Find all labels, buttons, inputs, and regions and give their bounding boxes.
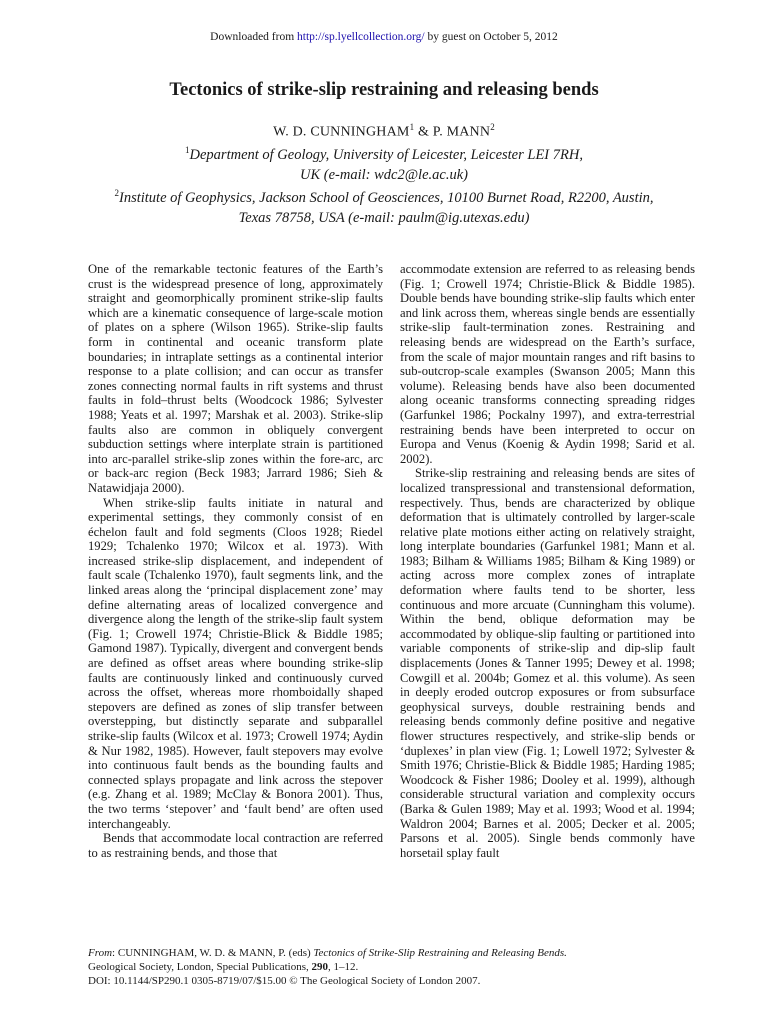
author-list <box>0 122 768 141</box>
paragraph: Bends that accommodate local contraction are referred to as restraining bends, and those that <box>88 831 383 860</box>
affiliation-1-line2: UK (e-mail: wdc2@le.ac.uk) <box>300 166 468 183</box>
affiliation-1-mark: 1 <box>185 145 190 155</box>
download-prefix: Downloaded from <box>210 31 298 43</box>
affiliation-1-line1: Department of Geology, University of Leicester, Leicester LEI 7RH, <box>189 146 583 163</box>
doi-line: DOI: 10.1144/SP290.1 0305-8719/07/$15.00 © The Geological Society of London 2007. <box>88 975 481 987</box>
author-1: W. D. CUNNINGHAM <box>273 124 410 140</box>
affiliation-1 <box>0 140 768 185</box>
download-notice <box>0 31 768 43</box>
book-title: Tectonics of Strike-Slip Restraining and Releasing Bends. <box>313 947 567 959</box>
citation-footer <box>88 946 708 988</box>
body-column-left <box>88 262 383 860</box>
author-separator: & <box>414 124 433 140</box>
volume-number: 290 <box>311 961 329 973</box>
affiliation-2-mark: 2 <box>114 188 119 198</box>
paragraph: One of the remarkable tectonic features of the Earth’s crust is the widespread presence of long, approximately straight and geomorphically prominent strike-slip faults which are a kinematic consequence of large-scale motion of plates on a sphere (Wilson 1965). Strike-slip faults form in continental and oceanic transform plate boundaries; in intraplate settings as a continental interior response to a plate collision; and can occur as transfer zones connecting normal faults in rift systems and thrust faults in fold–thrust belts (Woodcock 1986; Sylvester 1988; Yeats et al. 1997; Marshak et al. 2003). Strike-slip faults also are common in obliquely convergent subduction settings where interplate strain is partitioned into arc-parallel strike-slip zones within the fore-arc, arc or back-arc region (Beck 1983; Jarrard 1986; Sieh & Natawidjaja 2000). <box>88 262 383 495</box>
from-editors: : CUNNINGHAM, W. D. & MANN, P. (eds) <box>112 947 314 959</box>
author-2-affil-mark: 2 <box>490 122 495 132</box>
download-link[interactable]: http://sp.lyellcollection.org/ <box>297 31 425 43</box>
paragraph: accommodate extension are referred to as releasing bends (Fig. 1; Crowell 1974; Christie-Blick & Biddle 1985). Double bends have bounding strike-slip faults which enter and link across them, whereas single bends are essentially strike-slip fault-termination zones. Restraining and releasing bends are widespread on the Earth’s surface, from the scale of major mountain ranges and rift basins to sub-outcrop-scale examples (Swanson 2005; Mann this volume). Releasing bends have also been documented along oceanic transforms connecting spreading ridges (Garfunkel 1986; Pockalny 1997), and extra-terrestrial restraining bends have been interpreted to occur on Europa and Venus (Koenig & Aydin 1998; Sarid et al. 2002). <box>400 262 695 466</box>
footer-line-1 <box>88 946 708 960</box>
from-label: From <box>88 947 113 959</box>
body-column-right <box>400 262 695 860</box>
affiliation-2-line2: Texas 78758, USA (e-mail: paulm@ig.utexas.edu) <box>238 209 530 226</box>
author-1-affil-mark: 1 <box>409 122 415 132</box>
page-range: , 1–12. <box>328 961 359 973</box>
author-2: P. MANN <box>432 124 491 140</box>
series-name: Geological Society, London, Special Publications, <box>88 961 312 973</box>
affiliation-2 <box>0 183 768 228</box>
paragraph: Strike-slip restraining and releasing bends are sites of localized transpressional and transtensional deformation, respectively. Thus, bends are characterized by oblique deformation that is ultimately controlled by larger-scale relative plate motions either acting on relatively straight, long interplate boundaries (Garfunkel 1981; Mann et al. 1983; Bilham & Williams 1985; Bilham & King 1989) or acting across more complex zones of intraplate deformation where faults tend to be shorter, less continuous and more arcuate (Cunningham this volume). Within the bend, oblique deformation may be accommodated by oblique-slip faulting or partitioned into variable components of strike-slip and dip-slip fault displacements (Jones & Tanner 1995; Dewey et al. 1998; Cowgill et al. 2004b; Gomez et al. this volume). As seen in deeply eroded outcrop exposures or from subsurface geophysical surveys, double restraining bends and releasing bends commonly define positive and negative flower structures respectively, and strike-slip bends or ‘duplexes’ in plan view (Fig. 1; Lowell 1972; Sylvester & Smith 1976; Christie-Blick & Biddle 1985; Harding 1985; Woodcock & Fisher 1986; Dooley et al. 1999), although considerable structural variation and complexity occurs (Barka & Gulen 1989; May et al. 1993; Wood et al. 1994; Waldron 2004; Barnes et al. 2005; Decker et al. 2005; Parsons et al. 2005). Single bends commonly have horsetail splay fault <box>400 466 695 860</box>
paragraph: When strike-slip faults initiate in natural and experimental settings, they commonly consist of en échelon fault and fold segments (Cloos 1928; Riedel 1929; Tchalenko 1970; Wilcox et al. 1973). With increased strike-slip displacement, and independent of fault scale (Tchalenko 1970), fault segments link, and the linked areas along the ‘principal displacement zone’ may define alternating areas of localized convergence and divergence along the length of the strike-slip fault system (Fig. 1; Crowell 1974; Christie-Blick & Biddle 1985; Gamond 1987). Typically, divergent and convergent bends are defined as offset areas where bounding strike-slip faults are continuously linked and continuously curved across the offset, whereas more rhomboidally shaped stepovers are defined as zones of slip transfer between overstepping, but distinctly separate and subparallel strike-slip faults (Wilcox et al. 1973; Crowell 1974; Aydin & Nur 1982, 1985). However, fault stepovers may evolve into continuous fault bends as the bounding faults and connected splays propagate and link across the stepover (e.g. Zhang et al. 1989; McClay & Bonora 2001). Thus, the two terms ‘stepover’ and ‘fault bend’ are often used interchangeably. <box>88 495 383 831</box>
footer-line-2 <box>88 960 708 974</box>
affiliation-2-line1: Institute of Geophysics, Jackson School of Geosciences, 10100 Burnet Road, R2200, Austin, <box>118 189 654 206</box>
paper-title: Tectonics of strike-slip restraining and releasing bends <box>169 80 599 100</box>
download-suffix: by guest on October 5, 2012 <box>424 31 558 43</box>
